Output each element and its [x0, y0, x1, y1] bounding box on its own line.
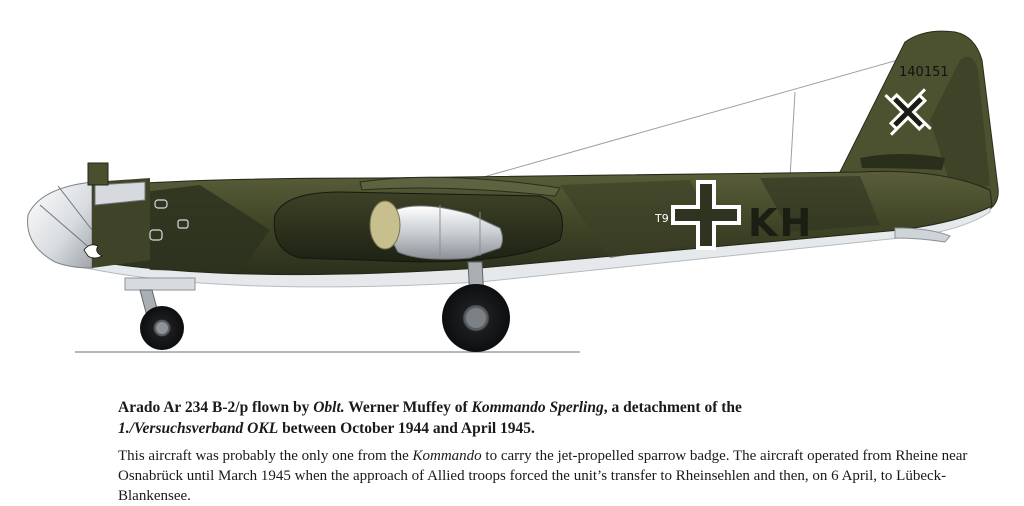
caption-title: Arado Ar 234 B-2/p flown by Oblt. Werner Muffey of Kommando Sperling, a detachment of the 1./Versuchsverband OKL between October 1944 and April 1945. [118, 399, 742, 437]
horizontal-stabilizer [860, 154, 945, 170]
code-letters: KH [748, 201, 814, 245]
nose-landing-gear [125, 278, 195, 350]
antenna-wire [480, 58, 905, 178]
code-prefix: T9 [655, 212, 669, 225]
caption [118, 397, 998, 506]
nose-canopy [28, 182, 92, 268]
werknummer: 140151 [899, 65, 949, 80]
engine-intake [370, 201, 400, 249]
caption-body: This aircraft was probably the only one from the Kommando to carry the jet-propelled sparrow badge. The aircraft operated from Rheine near Osnabrück until March 1945 when the approach of Allied troops forced the unit’s transfer to Rheinsehlen and then, on 6 April, to Lübeck-Blankensee. [118, 448, 968, 504]
